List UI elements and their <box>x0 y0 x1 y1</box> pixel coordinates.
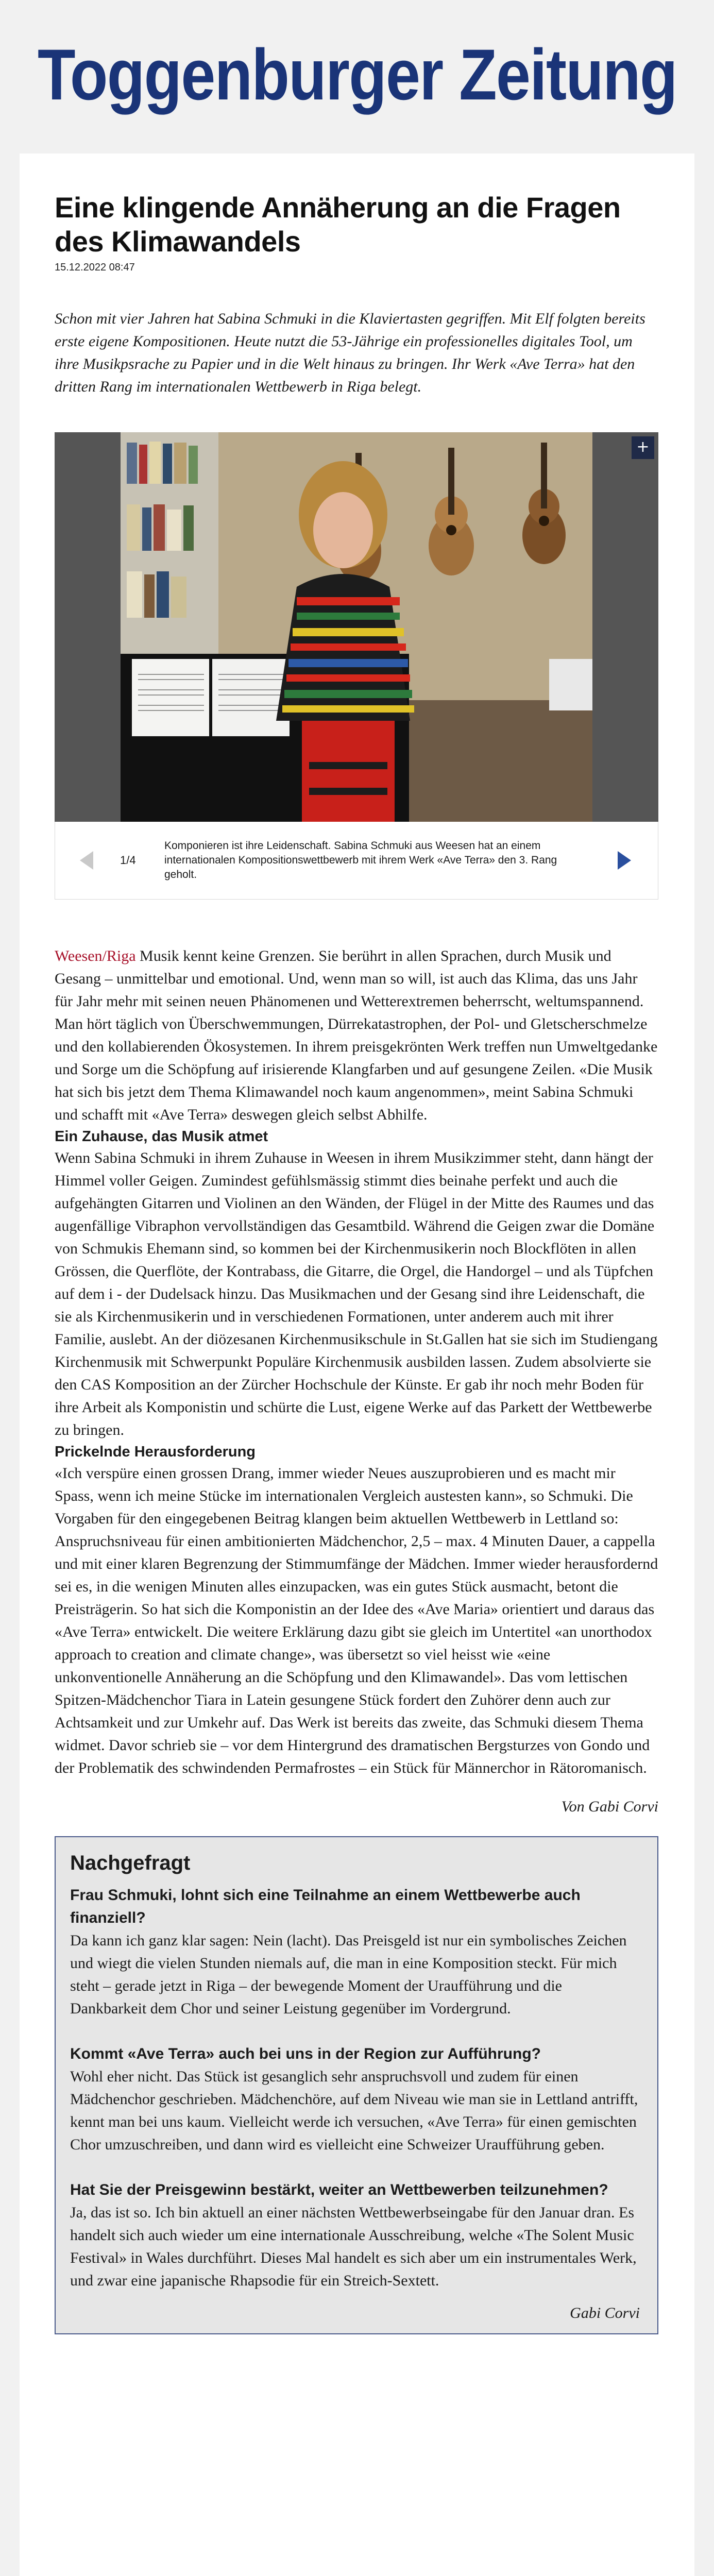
paragraph-intro <box>55 945 658 1126</box>
interview-answer-3: Ja, das ist so. Ich bin aktuell an einer nächsten Wettbewerbseingabe für den Januar dran. Es handelt sich auch wieder um eine internationale Ausschreibung, welche «The Solent Music Festival» in Wales durchführt. Dieses Mal handelt es sich aber um ein instrumentales Werk, und zwar eine japanische Rhapsodie für ein Streich-Sextett. <box>70 2204 637 2289</box>
interview-question-3: Hat Sie der Preisgewinn bestärkt, weiter an Wettbewerben teilzunehmen? <box>70 2181 608 2198</box>
arrow-right-icon[interactable] <box>618 851 631 870</box>
interview-question-2: Kommt «Ave Terra» auch bei uns in der Region zur Aufführung? <box>70 2045 541 2062</box>
subheading-herausforderung: Prickelnde Herausforderung <box>55 1444 256 1460</box>
paragraph-zuhause: Wenn Sabina Schmuki in ihrem Zuhause in Weesen in ihrem Musikzimmer steht, dann hängt der Himmel voller Geigen. Zumindest gefühlsmässig stimmt dies beinahe perfekt und auch die aufgehängten Gitarren und Violinen an den Wänden, der Flügel in der Mitte des Raumes und das augenfällige Vibraphon vervollständigen das Gesamtbild. Während die Geigen zwar die Domäne von Schmukis Ehemann sind, so kommen bei der Kirchenmusikerin noch Blockflöten in allen Grössen, die Querflöte, der Kontrabass, die Gitarre, die Orgel, die Handorgel – und als Tüpfchen auf dem i - der Dudelsack hinzu. Das Musikmachen und der Gesang sind ihre Leidenschaft, die sie als Kirchenmusikerin und in verschiedenen Formationen, unter anderem auch mit ihrer Familie, auslebt. An der diözesanen Kirchenmusikschule in St.Gallen hat sie sich im Studiengang Kirchenmusik mit Schwerpunkt Populäre Kirchenmusik ausbilden lassen. Zudem absolvierte sie den CAS Komposition an der Zürcher Hochschule der Künste. Er gab ihr noch mehr Boden für ihre Arbeit als Komponistin und schürte die Lust, eigene Werke auf das Parkett der Wettbewerbe zu bringen. <box>55 1149 658 1438</box>
article-sheet <box>20 154 694 2576</box>
interview-answer-1: Da kann ich ganz klar sagen: Nein (lacht). Das Preisgeld ist nur ein symbolisches Zeichen und wiegt die vielen Stunden niemals auf, die man in eine Komposition steckt. Für mich steht – gerade jetzt in Riga – der bewegende Moment der Uraufführung und die Dankbarkeit dem Chor und seiner Leistung gegenüber im Vordergrund. <box>70 1932 627 2017</box>
gallery-photo[interactable] <box>55 432 658 822</box>
subheading-zuhause: Ein Zuhause, das Musik atmet <box>55 1128 268 1145</box>
composer-photo <box>55 432 658 822</box>
interview-answer-2: Wohl eher nicht. Das Stück ist gesanglich sehr anspruchsvoll und zudem für einen Mädchenchor geschrieben. Mädchenchöre, auf dem Niveau wie man sie in Lettland antrifft, kennt man bei uns kaum. Vielleicht werde ich versuchen, «Ave Terra» für einen gemischten Chor umzuschreiben, und dann wird es vielleicht eine Schweizer Uraufführung geben. <box>70 2068 638 2153</box>
arrow-left-icon[interactable] <box>80 851 93 870</box>
dateline: Weesen/Riga <box>55 947 136 964</box>
interview-question-1: Frau Schmuki, lohnt sich eine Teilnahme an einem Wettbewerbe auch finanziell? <box>70 1887 581 1926</box>
gallery-caption-bar <box>55 822 658 900</box>
article-content <box>55 154 658 2334</box>
article-headline: Eine klingende Annäherung an die Fragen des Klimawandels <box>55 191 621 258</box>
interview-box <box>55 1836 658 2334</box>
newspaper-logo[interactable]: Toggenburger Zeitung <box>37 34 677 115</box>
gallery-caption: Komponieren ist ihre Leidenschaft. Sabina Schmuki aus Weesen hat an einem internationalen Kompositionswettbewerb mit ihrem Werk «Ave Terra» den 3. Rang geholt. <box>164 840 557 880</box>
expand-plus-icon[interactable]: + <box>632 436 654 459</box>
image-gallery <box>55 432 658 900</box>
publish-date: 15.12.2022 08:47 <box>55 262 135 273</box>
interview-author: Gabi Corvi <box>570 2304 640 2321</box>
article-author: Von Gabi Corvi <box>561 1798 658 1815</box>
paragraph-herausforderung: «Ich verspüre einen grossen Drang, immer wieder Neues auszuprobieren und es macht mir Spass, wenn ich meine Stücke im internationalen Vergleich austesten kann», so Schmuki. Die Vorgaben für den eingegebenen Beitrag klangen beim aktuellen Wettbewerb in Lettland so: Anspruchsniveau für einen ambitionierten Mädchenchor, 2,5 – max. 4 Minuten Dauer, a cappella und mit einer klaren Begrenzung der Stimmumfänge der Mädchen. Immer wieder herausfordernd sei es, in die wenigen Minuten alles einzupacken, was ein gutes Stück ausmacht, betont die Preisträgerin. So hat sich die Komponistin an der Idee des «Ave Maria» orientiert und daraus das «Ave Terra» entwickelt. Die weitere Erklärung dazu gibt sie gleich im Untertitel «an unorthodox approach to creation and climate change», was übersetzt so viel heisst wie «eine unkonventionelle Annäherung an die Schöpfung und den Klimawandel». Das vom lettischen Spitzen-Mädchenchor Tiara in Latein gesungene Stück fordert den Zuhörer denn auch zur Achtsamkeit und zur Umkehr auf. Das Werk ist bereits das zweite, das Schmuki diesem Thema widmet. Davor schrieb sie – vor dem Hintergrund des dramatischen Bergsturzes von Gondo und der Problematik des schwindenden Permafrostes – ein Stück für Männerchor in Rätoromanisch. <box>55 1465 658 1776</box>
interview-title: Nachgefragt <box>70 1852 191 1874</box>
article-lead: Schon mit vier Jahren hat Sabina Schmuki in die Klaviertasten gegriffen. Mit Elf folgten bereits erste eigene Kompositionen. Heute nutzt die 53-Jährige ein professionelles digitales Tool, um ihre Musikpsrache zu Papier und in die Welt hinaus zu bringen. Ihr Werk «Ave Terra» hat den dritten Rang im internationalen Wettbewerb in Riga belegt. <box>55 310 645 395</box>
paragraph-intro-text: Musik kennt keine Grenzen. Sie berührt in allen Sprachen, durch Musik und Gesang – unmittelbar und emotional. Und, wenn man so will, ist auch das Klima, das uns Jahr für Jahr mehr mit seinen neuen Phänomenen und Wetterextremen beherrscht, weltumspannend. Man hört täglich von Überschwemmungen, Dürrekatastrophen, der Pol- und Gletscherschmelze und den kollabierenden Ökosystemen. In ihrem preisgekrönten Werk treffen nun Umweltgedanke und Sorge um die Schöpfung auf irisierende Klangfarben und auf gesungene Zeilen. «Die Musik hat sich bis jetzt dem Thema Klimawandel noch kaum angenommen», meint Sabina Schmuki und schafft mit «Ave Terra» deswegen gleich selbst Abhilfe. <box>55 947 658 1123</box>
gallery-counter: 1/4 <box>120 854 136 867</box>
masthead <box>0 0 714 149</box>
